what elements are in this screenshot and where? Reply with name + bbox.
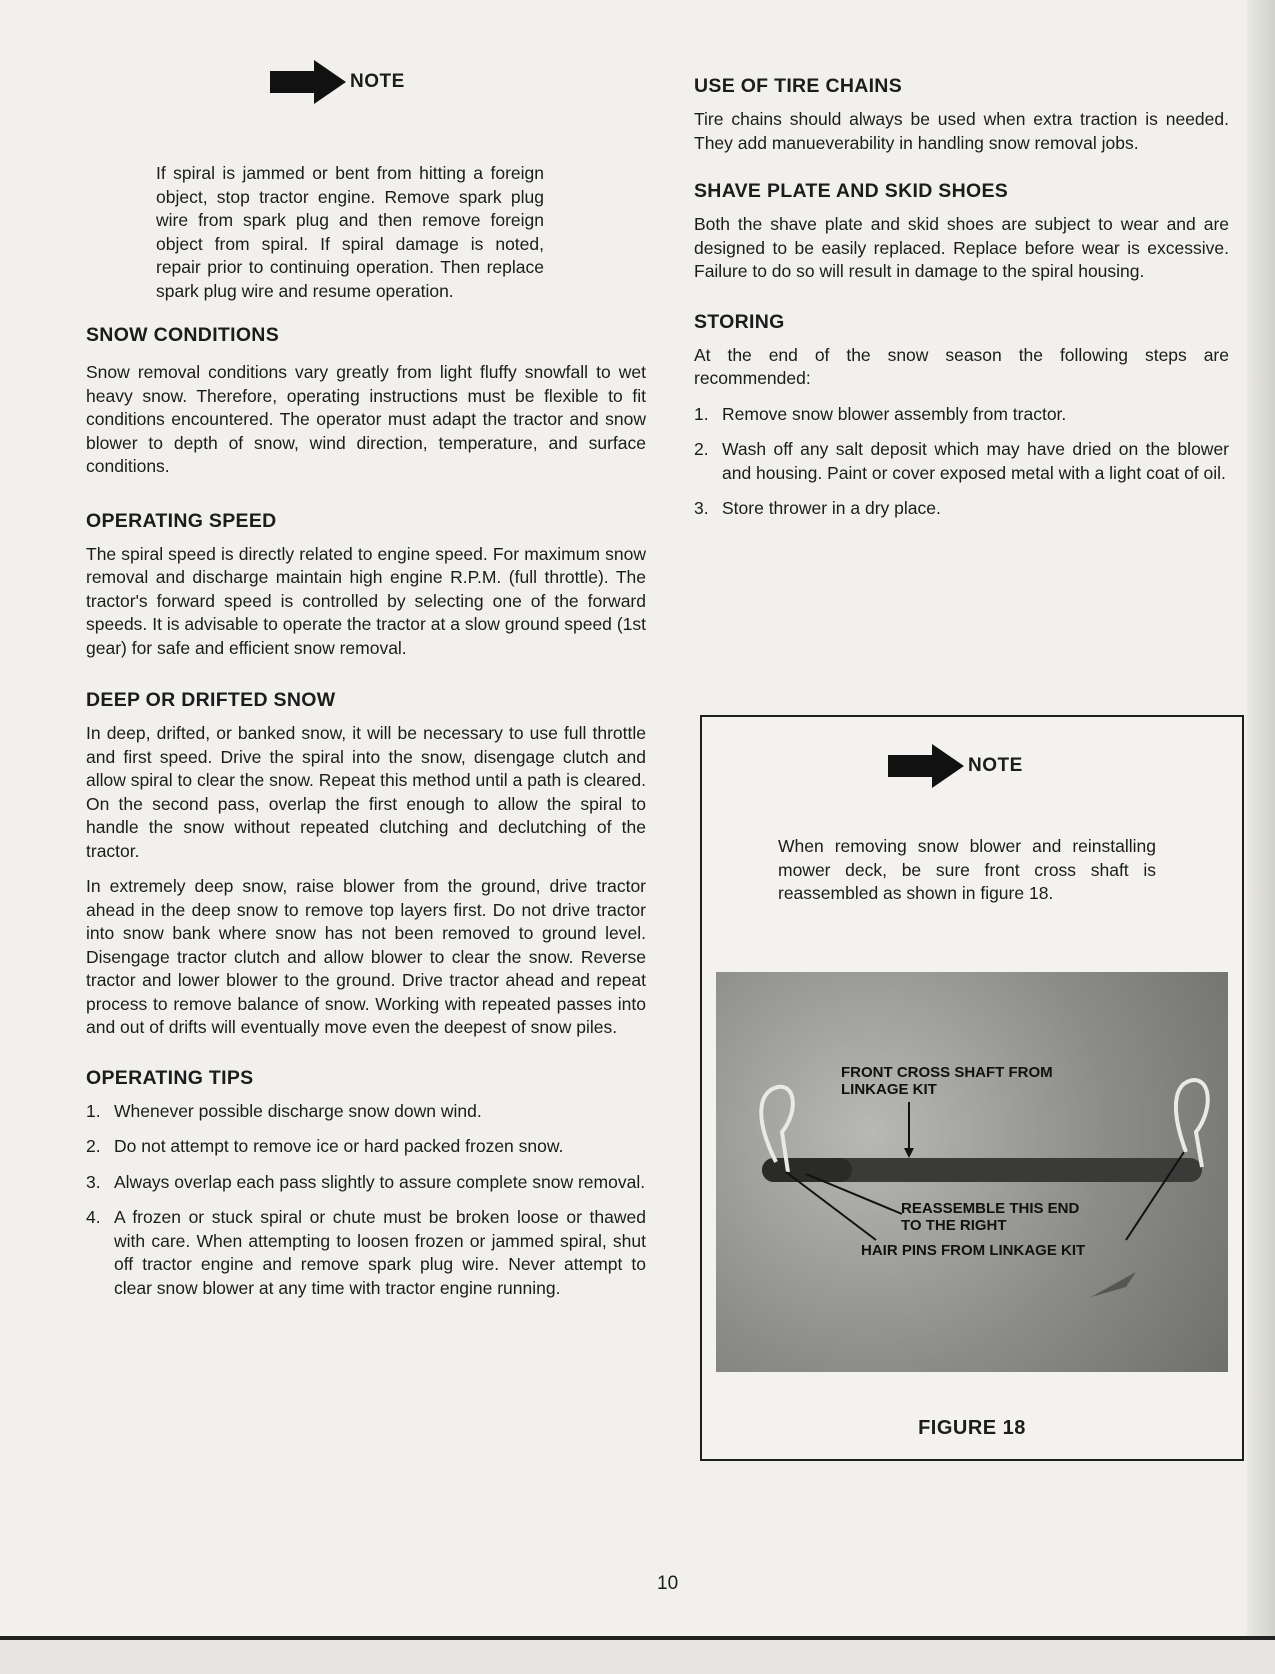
callout-reassemble-end: REASSEMBLE THIS END TO THE RIGHT: [901, 1200, 1080, 1234]
note-text: If spiral is jammed or bent from hitting a foreign object, stop tractor engine. Remove spark plug wire from spark plug and then remove foreign object from spiral. If spiral damage is noted, repair prior to continuing operation. Then replace spark plug wire and resume operation.: [156, 163, 544, 301]
section-text-shave-plate: Both the shave plate and skid shoes are subject to wear and are designed to be easily replaced. Replace before wear is excessive. Failure to do so will result in damage to the spiral housing.: [694, 214, 1229, 281]
cross-shaft-illustration: [716, 972, 1228, 1372]
note-label: NOTE: [350, 71, 405, 92]
arrow-right-icon: [888, 744, 964, 788]
section-text-deep-snow-2: In extremely deep snow, raise blower from the ground, drive tractor ahead in the deep snow to remove top layers first. Do not drive tractor into snow bank where snow has not been removed to ground level. Disengage tractor clutch and allow blower to clear the snow. Reverse tractor and lower blower to the ground. Drive tractor ahead and repeat process to remove balance of snow. Working with repeated passes into and out of drifts will eventually move even the deepest of snow piles.: [86, 876, 646, 1037]
hair-pin-right-shape: [1176, 1080, 1208, 1167]
page-number: 10: [657, 1573, 679, 1594]
figure-photo: [716, 972, 1228, 1372]
note-callout-top: [270, 60, 646, 104]
callout-hair-pins: HAIR PINS FROM LINKAGE KIT: [861, 1242, 1086, 1259]
section-text-tire-chains: Tire chains should always be used when extra traction is needed. They add manueverability in handling snow removal jobs.: [694, 109, 1229, 153]
section-text-operating-speed: The spiral speed is directly related to engine speed. For maximum snow removal and discharge maintain high engine R.P.M. (full throttle). The tractor's forward speed is controlled by selecting one of the forward speeds. It is advisable to operate the tractor at a slow ground speed (1st gear) for safe and efficient snow removal.: [86, 543, 646, 658]
right-column: [694, 74, 1229, 533]
figure-caption: FIGURE 18: [918, 1417, 1026, 1439]
list-item: 1. Whenever possible discharge snow down wind.: [86, 1100, 482, 1121]
section-heading-operating-speed: OPERATING SPEED: [86, 509, 277, 532]
list-item: 2. Wash off any salt deposit which may have dried on the blower and housing. Paint or cover exposed metal with a light coat of oil.: [694, 439, 1229, 483]
page-edge-shadow: [1247, 0, 1275, 1674]
page-bottom-edge: [0, 1636, 1275, 1674]
section-heading-snow-conditions: SNOW CONDITIONS: [86, 324, 279, 346]
section-text-snow-conditions: Snow removal conditions vary greatly from light fluffy snowfall to wet heavy snow. Therefore, operating instructions must be flexible to fit conditions encountered. The operator must adapt the tractor and snow blower to depth of snow, wind direction, temperature, and surface conditions.: [86, 362, 646, 476]
list-item: 3. Store thrower in a dry place.: [694, 498, 941, 518]
section-heading-shave-plate: SHAVE PLATE AND SKID SHOES: [694, 180, 1009, 202]
section-heading-operating-tips: OPERATING TIPS: [86, 1066, 254, 1089]
list-item: 1. Remove snow blower assembly from tractor.: [694, 403, 1067, 424]
list-item: 2. Do not attempt to remove ice or hard packed frozen snow.: [86, 1136, 564, 1156]
list-item: 3. Always overlap each pass slightly to assure complete snow removal.: [86, 1171, 646, 1192]
left-column: [86, 60, 646, 1312]
section-text-storing-intro: At the end of the snow season the following steps are recommended:: [694, 344, 1229, 388]
section-text-deep-snow-1: In deep, drifted, or banked snow, it will be necessary to use full throttle and first speed. Drive the spiral into the snow, disengage clutch and allow spiral to clear the snow. Repeat this method until a path is cleared. On the second pass, overlap the first enough to allow the spiral to handle the snow without repeated clutching and declutching of the tractor.: [86, 723, 646, 861]
note-label: NOTE: [968, 755, 1023, 776]
figure-note-box: [700, 715, 1244, 1461]
list-item: 4. A frozen or stuck spiral or chute must be broken loose or thawed with care. When attempting to loosen frozen or jammed spiral, shut off tractor engine and remove spark plug wire. Never attempt to clear snow blower at any time with tractor engine running.: [86, 1207, 646, 1298]
section-heading-storing: STORING: [694, 310, 785, 333]
section-heading-tire-chains: USE OF TIRE CHAINS: [694, 75, 902, 97]
callout-front-cross-shaft: FRONT CROSS SHAFT FROM LINKAGE KIT: [841, 1064, 1053, 1098]
note-text: When removing snow blower and reinstalling mower deck, be sure front cross shaft is reassembled as shown in figure 18.: [778, 836, 1156, 903]
operating-tips-list: [86, 1100, 646, 1301]
arrow-right-icon: [270, 60, 346, 104]
section-heading-deep-snow: DEEP OR DRIFTED SNOW: [86, 689, 336, 711]
storing-steps-list: [694, 403, 1229, 521]
note-callout-figure: [888, 744, 1023, 788]
